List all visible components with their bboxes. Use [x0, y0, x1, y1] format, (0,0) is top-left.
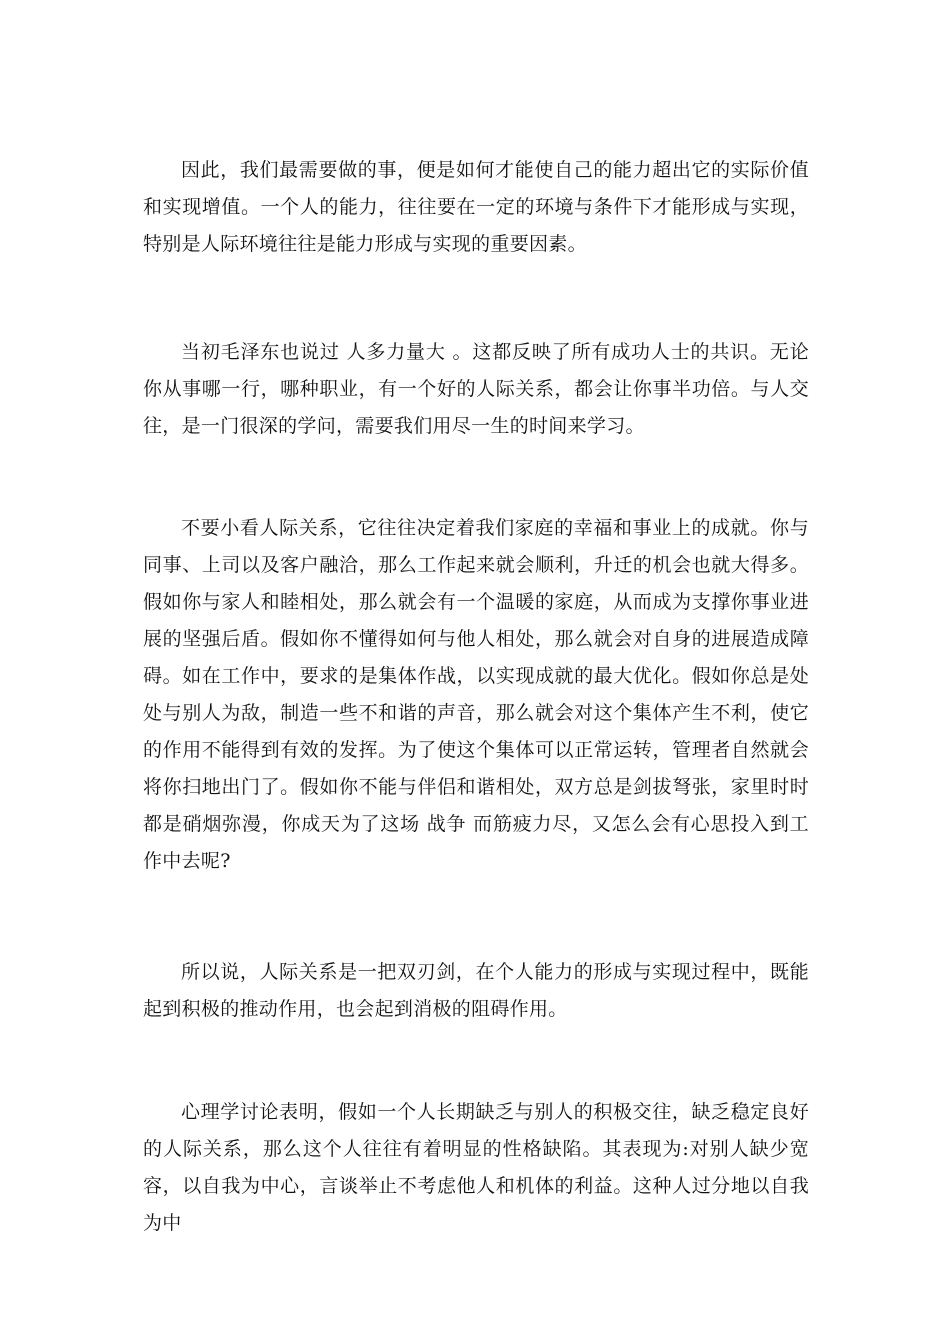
paragraph-1: 因此，我们最需要做的事，便是如何才能使自己的能力超出它的实际价值和实现增值。一个人的能力，往往要在一定的环境与条件下才能形成与实现，特别是人际环境往往是能力形成与实现的重要因素。 [143, 159, 809, 255]
paragraph-2: 当初毛泽东也说过 人多力量大 。这都反映了所有成功人士的共识。无论你从事哪一行，哪种职业，有一个好的人际关系，都会让你事半功倍。与人交往，是一门很深的学问，需要我们用尽一生的时间来学习。 [143, 341, 809, 437]
paragraph-4: 所以说，人际关系是一把双刃剑，在个人能力的形成与实现过程中，既能起到积极的推动作用，也会起到消极的阻碍作用。 [143, 961, 809, 1020]
paragraph-3: 不要小看人际关系，它往往决定着我们家庭的幸福和事业上的成就。你与同事、上司以及客户融洽，那么工作起来就会顺利，升迁的机会也就大得多。假如你与家人和睦相处，那么就会有一个温暖的家庭，从而成为支撑你事业进展的坚强后盾。假如你不懂得如何与他人相处，那么就会对自身的进展造成障碍。如在工作中，要求的是集体作战，以实现成就的最大优化。假如你总是处处与别人为敌，制造一些不和谐的声音，那么就会对这个集体产生不利，使它的作用不能得到有效的发挥。为了使这个集体可以正常运转，管理者自然就会将你扫地出门了。假如你不能与伴侣和谐相处，双方总是剑拔弩张，家里时时都是硝烟弥漫，你成天为了这场 战争 而筋疲力尽，又怎么会有心思投入到工作中去呢? [143, 517, 809, 872]
paragraph-5: 心理学讨论表明，假如一个人长期缺乏与别人的积极交往，缺乏稳定良好的人际关系，那么这个人往往有着明显的性格缺陷。其表现为:对别人缺少宽容，以自我为中心，言谈举止不考虑他人和机体的利益。这种人过分地以自我为中 [143, 1101, 809, 1234]
